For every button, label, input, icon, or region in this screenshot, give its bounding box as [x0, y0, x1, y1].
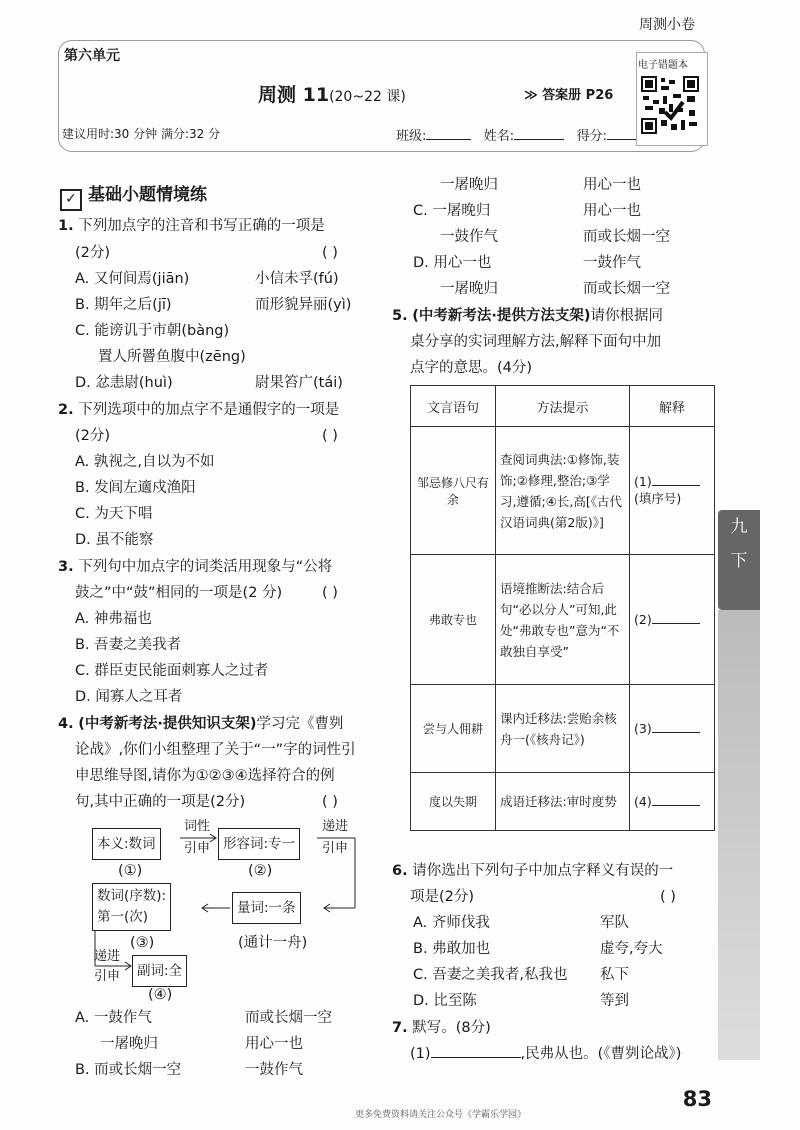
q4-stem-line3: 申思维导图,请你为①②③④选择符合的例 [75, 768, 335, 784]
table-header-row [411, 386, 715, 427]
q2-stem [58, 397, 339, 423]
answer-ref [524, 84, 613, 103]
q1-option-d2: 尉果笞广(tái) [255, 375, 343, 391]
table-cell-answer [630, 555, 715, 685]
q6-score: 项是(2分) [410, 889, 475, 905]
checkbox-icon: ✓ [60, 189, 82, 211]
q6-option-a-meaning: 军队 [600, 915, 629, 931]
q1-option-c2: 置人所罾鱼腹中(zēng) [98, 349, 246, 365]
q1-score: (2分) [75, 245, 111, 261]
q1-option-a: A. 又何间焉(jiān) [75, 271, 190, 287]
q3-stem [58, 554, 332, 580]
double-chevron-icon: ≫ [524, 88, 543, 103]
q4-tag: (中考新考法·提供知识支架) [78, 716, 257, 732]
q4-option-a-2: 而或长烟一空 [245, 1010, 332, 1026]
q4-option-a-1: A. 一鼓作气 [75, 1010, 152, 1026]
q6-option-a: A. 齐师伐我 [413, 915, 490, 931]
q4-option-c-3: 一鼓作气 [440, 229, 498, 245]
section-title [60, 180, 207, 211]
title-text: 周测 11 [258, 84, 330, 106]
q3-option-b: B. 吾妻之美我者 [75, 637, 182, 653]
map-arrow1-top: 词性 [184, 819, 211, 834]
map-box-adverb: 副词:全 [132, 955, 187, 987]
q2-score: (2分) [75, 428, 111, 444]
qr-label: 电子错题本 [638, 60, 688, 71]
q1-stem-text: 下列加点字的注音和书写正确的一项是 [78, 218, 325, 234]
series-label: 周测小卷 [639, 17, 695, 33]
q7-blank-1[interactable] [431, 1057, 521, 1058]
section-title-text: 基础小题情境练 [88, 185, 207, 205]
answer-hint: (填序号) [634, 491, 682, 506]
table-row [411, 685, 715, 773]
q7-stem-text: 默写。(8分) [412, 1020, 491, 1036]
time-score-info: 建议用时:30 分钟 满分:32 分 [62, 127, 221, 141]
q7-number: 7. [392, 1020, 408, 1036]
q4-option-d-4: 而或长烟一空 [583, 281, 670, 297]
q6-stem [392, 858, 673, 884]
table-cell-sentence: 邹忌修八尺有余 [411, 427, 496, 555]
table-cell-sentence: 尝与人佣耕 [411, 685, 496, 773]
map-ordinal-line2: 第一(次) [97, 909, 149, 925]
map-arrow3-top: 递进 [94, 949, 121, 964]
map-box-origin: 本义:数词 [92, 828, 161, 860]
answer-blank[interactable] [652, 732, 700, 733]
q6-option-c-meaning: 私下 [600, 967, 629, 983]
class-label: 班级: [396, 129, 427, 144]
unit-label: 第六单元 [64, 48, 120, 64]
q2-number: 2. [58, 402, 74, 418]
map-arrow2-bottom: 引申 [322, 841, 349, 856]
q4-option-a-4: 用心一也 [245, 1036, 303, 1052]
grade-side-tab [718, 510, 760, 610]
q4-stem [58, 711, 343, 737]
answer-text: 答案册 P26 [542, 88, 614, 103]
table-header: 解释 [630, 386, 715, 427]
answer-index: (3) [634, 721, 652, 736]
qr-code-icon[interactable] [641, 76, 699, 134]
table-cell-method: 语境推断法:结合后句“必以分人”可知,此处“弗敢专也”意为“不敢独自享受” [496, 555, 630, 685]
q4-option-d-3: 一屠晚归 [440, 281, 498, 297]
q4-stem-line2: 论战》,你们小组整理了关于“一”字的词性引 [75, 742, 356, 758]
q5-number: 5. [392, 308, 408, 324]
q6-option-d-meaning: 等到 [600, 993, 629, 1009]
q4-number: 4. [58, 716, 74, 732]
map-connectors [85, 818, 375, 998]
q4-option-b-4: 用心一也 [583, 177, 641, 193]
answer-blank[interactable] [652, 623, 700, 624]
q5-tag: (中考新考法·提供方法支架) [412, 308, 591, 324]
q4-answer-bracket[interactable]: ( ) [322, 794, 338, 810]
map-arrow2-top: 递进 [322, 819, 349, 834]
q4-option-c-1: C. 一屠晚归 [413, 203, 491, 219]
name-blank[interactable] [514, 139, 564, 140]
answer-index: (4) [634, 794, 652, 809]
table-cell-method: 课内迁移法:尝贻余核舟一(《核舟记》) [496, 685, 630, 773]
side-tab-grade: 九 [730, 517, 748, 537]
name-label: 姓名: [483, 129, 515, 144]
title-range: (20~22 课) [329, 89, 406, 105]
q3-stem-line2: 鼓之”中“鼓”相同的一项是(2 分) [75, 585, 283, 601]
method-table [410, 385, 715, 831]
answer-index: (2) [634, 612, 652, 627]
q4-option-d-2: 一鼓作气 [583, 255, 641, 271]
answer-blank[interactable] [652, 485, 700, 486]
q6-answer-bracket[interactable]: ( ) [660, 889, 676, 905]
q4-option-d-1: D. 用心一也 [413, 255, 492, 271]
side-edge [718, 610, 760, 1060]
table-row [411, 773, 715, 831]
q3-option-a: A. 神弗福也 [75, 611, 152, 627]
q6-option-b: B. 弗敢加也 [413, 941, 491, 957]
table-cell-answer [630, 685, 715, 773]
q6-option-d: D. 比至陈 [413, 993, 477, 1009]
q7-stem [392, 1015, 491, 1041]
q3-stem-text: 下列句中加点字的词类活用现象与“公将 [78, 559, 333, 575]
q4-option-b-1: B. 而或长烟一空 [75, 1062, 182, 1078]
page-title [258, 80, 406, 107]
q2-option-b: B. 发闾左適戍渔阳 [75, 480, 196, 496]
q3-number: 3. [58, 559, 74, 575]
q5-stem [392, 303, 663, 329]
q7-index: (1) [410, 1046, 431, 1062]
q5-stem-text: 请你根据同 [590, 308, 663, 324]
map-box-classifier: 量词:一条 [232, 892, 301, 924]
q4-stem-line4: 句,其中正确的一项是(2分) [75, 794, 246, 810]
q7-line1 [410, 1041, 681, 1067]
q3-option-d: D. 闻寡人之耳者 [75, 689, 183, 705]
q4-option-c-4: 而或长烟一空 [583, 229, 670, 245]
map-arrow3-bottom: 引申 [94, 969, 121, 984]
map-blank-2: (②) [248, 863, 273, 879]
q1-stem [58, 213, 325, 239]
map-blank-4: (④) [148, 987, 173, 1003]
q2-option-a: A. 孰视之,自以为不如 [75, 454, 215, 470]
q1-option-d: D. 忿恚尉(huì) [75, 375, 173, 391]
q1-option-b2: 而形貌异丽(yì) [255, 297, 352, 313]
q2-option-d: D. 虽不能察 [75, 532, 154, 548]
q4-option-a-3: 一屠晚归 [100, 1036, 158, 1052]
q1-number: 1. [58, 218, 74, 234]
table-row [411, 427, 715, 555]
q1-answer-bracket[interactable]: ( ) [322, 245, 338, 261]
table-cell-sentence: 度以失期 [411, 773, 496, 831]
q2-option-c: C. 为天下唱 [75, 506, 153, 522]
table-row [411, 555, 715, 685]
q3-option-c: C. 群臣吏民能面刺寡人之过者 [75, 663, 269, 679]
table-header: 文言语句 [411, 386, 496, 427]
footer-note: 更多免费资料请关注公众号《学霸乐学园》 [355, 1110, 527, 1120]
q6-option-b-meaning: 虚夸,夸大 [600, 941, 663, 957]
answer-index: (1) [634, 474, 652, 489]
table-header: 方法提示 [496, 386, 630, 427]
table-cell-sentence: 弗敢专也 [411, 555, 496, 685]
map-blank-1: (①) [118, 863, 143, 879]
q3-answer-bracket[interactable]: ( ) [322, 585, 338, 601]
q6-number: 6. [392, 863, 408, 879]
q1-option-c: C. 能谤讥于市朝(bàng) [75, 323, 230, 339]
q1-option-b: B. 期年之后(jī) [75, 297, 172, 313]
q5-stem-line3: 点字的意思。(4分) [410, 360, 533, 376]
q6-stem-text: 请你选出下列句子中加点字释义有误的一 [412, 863, 674, 879]
map-example-classifier: (通计一舟) [238, 935, 308, 951]
q6-option-c: C. 吾妻之美我者,私我也 [413, 967, 568, 983]
q5-stem-line2: 桌分享的实词理解方法,解释下面句中加 [410, 334, 662, 350]
map-arrow1-bottom: 引申 [184, 841, 211, 856]
table-cell-method: 查阅词典法:①修饰,装饰;②修理,整治;③学习,遵循;④长,高[《古代汉语词典(第2版)》] [496, 427, 630, 555]
q4-option-c-2: 用心一也 [583, 203, 641, 219]
q4-option-b-2: 一鼓作气 [245, 1062, 303, 1078]
q2-answer-bracket[interactable]: ( ) [322, 428, 338, 444]
answer-blank[interactable] [652, 805, 700, 806]
class-blank[interactable] [426, 139, 471, 140]
student-info-line [396, 125, 657, 144]
q4-option-b-3: 一屠晚归 [440, 177, 498, 193]
q7-line1-text: ,民弗从也。(《曹刿论战》) [520, 1046, 682, 1062]
q4-stem-text: 学习完《曹刿 [256, 716, 344, 732]
q1-option-a2: 小信未孚(fú) [255, 271, 339, 287]
table-cell-answer [630, 773, 715, 831]
map-box-adjective: 形容词:专一 [218, 828, 300, 860]
table-cell-method: 成语迁移法:审时度势 [496, 773, 630, 831]
table-cell-answer [630, 427, 715, 555]
map-ordinal-line1: 数词(序数): [97, 888, 167, 904]
side-tab-term: 下 [730, 551, 748, 571]
map-blank-3: (③) [130, 935, 155, 951]
page-number: 83 [682, 1087, 712, 1111]
q2-stem-text: 下列选项中的加点字不是通假字的一项是 [78, 402, 340, 418]
score-label: 得分: [576, 129, 607, 144]
